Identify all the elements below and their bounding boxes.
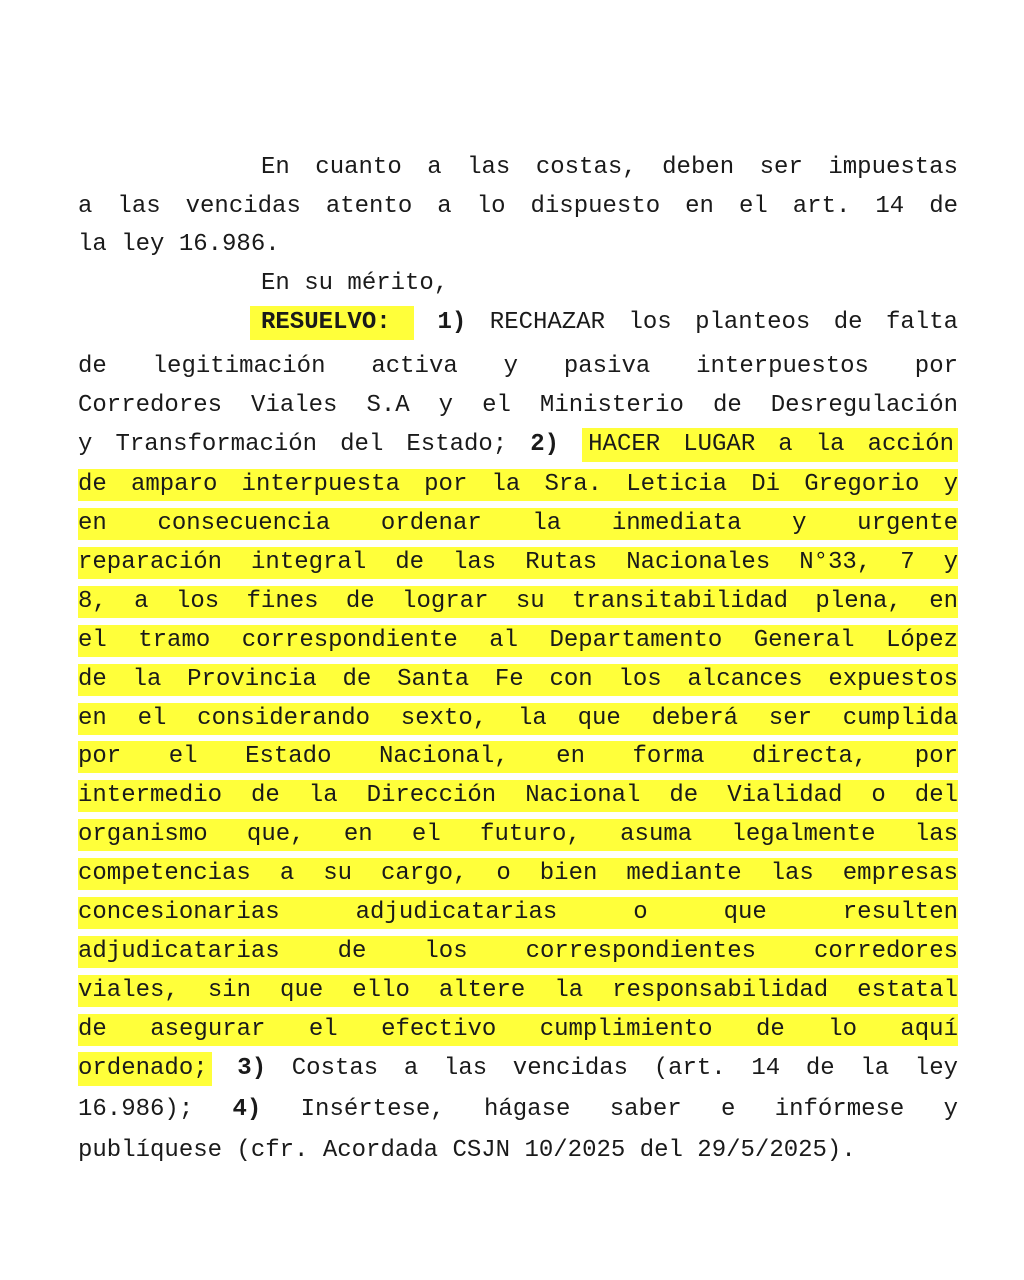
- highlighted-line: intermedio de la Dirección Nacional de Vialidad o del: [78, 780, 958, 812]
- item-number-4: 4): [232, 1096, 262, 1123]
- resuelvo-line-1: [78, 307, 958, 339]
- resuelvo-line-3: Corredores Viales S.A y el Ministerio de Desregulación: [78, 392, 958, 419]
- item-number-3: 3): [237, 1055, 267, 1082]
- item-3-text: Costas a las vencidas (art. 14 de la ley: [291, 1055, 958, 1082]
- item-number-2: 2): [530, 431, 560, 458]
- highlighted-line: de asegurar el efectivo cumplimiento de lo aquí: [78, 1014, 958, 1046]
- hacer-lugar-highlight: HACER LUGAR a la acción: [582, 428, 958, 462]
- highlighted-line: reparación integral de las Rutas Nacionales N°33, 7 y: [78, 547, 958, 579]
- highlighted-line: el tramo correspondiente al Departamento General López: [78, 625, 958, 657]
- item-1-text: RECHAZAR los planteos de falta: [489, 309, 959, 336]
- costas-paragraph-line-3: la ley 16.986.: [78, 231, 280, 258]
- resuelvo-line-4: [78, 429, 958, 461]
- costas-paragraph-line-2: a las vencidas atento a lo dispuesto en el art. 14 de: [78, 193, 958, 220]
- highlighted-line: por el Estado Nacional, en forma directa, por: [78, 741, 958, 773]
- merito-line: En su mérito,: [261, 270, 449, 297]
- highlighted-line: adjudicatarias de los correspondientes corredores: [78, 936, 958, 968]
- resuelvo-label: RESUELVO:: [261, 309, 391, 336]
- highlighted-line: en el considerando sexto, la que deberá ser cumplida: [78, 703, 958, 735]
- highlighted-line: 8, a los fines de lograr su transitabilidad plena, en: [78, 586, 958, 618]
- resuelvo-line-item-3: [78, 1053, 958, 1085]
- item-3-text-end: 16.986);: [78, 1096, 194, 1123]
- highlighted-line: competencias a su cargo, o bien mediante las empresas: [78, 858, 958, 890]
- item-4-text: Insértese, hágase saber e infórmese y: [300, 1096, 959, 1123]
- highlighted-line: en consecuencia ordenar la inmediata y urgente: [78, 508, 958, 540]
- item-1-text-end: y Transformación del Estado;: [78, 431, 508, 458]
- highlighted-line: de la Provincia de Santa Fe con los alcances expuestos: [78, 664, 958, 696]
- resuelvo-line-2: de legitimación activa y pasiva interpuestos por: [78, 353, 958, 380]
- highlighted-line: viales, sin que ello altere la responsabilidad estatal: [78, 975, 958, 1007]
- ordenado-highlight: ordenado;: [78, 1052, 212, 1086]
- costas-paragraph-line-1: En cuanto a las costas, deben ser impuestas: [261, 154, 958, 181]
- highlighted-line: de amparo interpuesta por la Sra. Leticia Di Gregorio y: [78, 469, 958, 501]
- resuelvo-line-item-4: [78, 1094, 958, 1126]
- highlighted-line: concesionarias adjudicatarias o que resulten: [78, 897, 958, 929]
- highlighted-line: organismo que, en el futuro, asuma legalmente las: [78, 819, 958, 851]
- resuelvo-final-line: publíquese (cfr. Acordada CSJN 10/2025 del 29/5/2025).: [78, 1137, 856, 1164]
- item-number-1: 1): [437, 309, 467, 336]
